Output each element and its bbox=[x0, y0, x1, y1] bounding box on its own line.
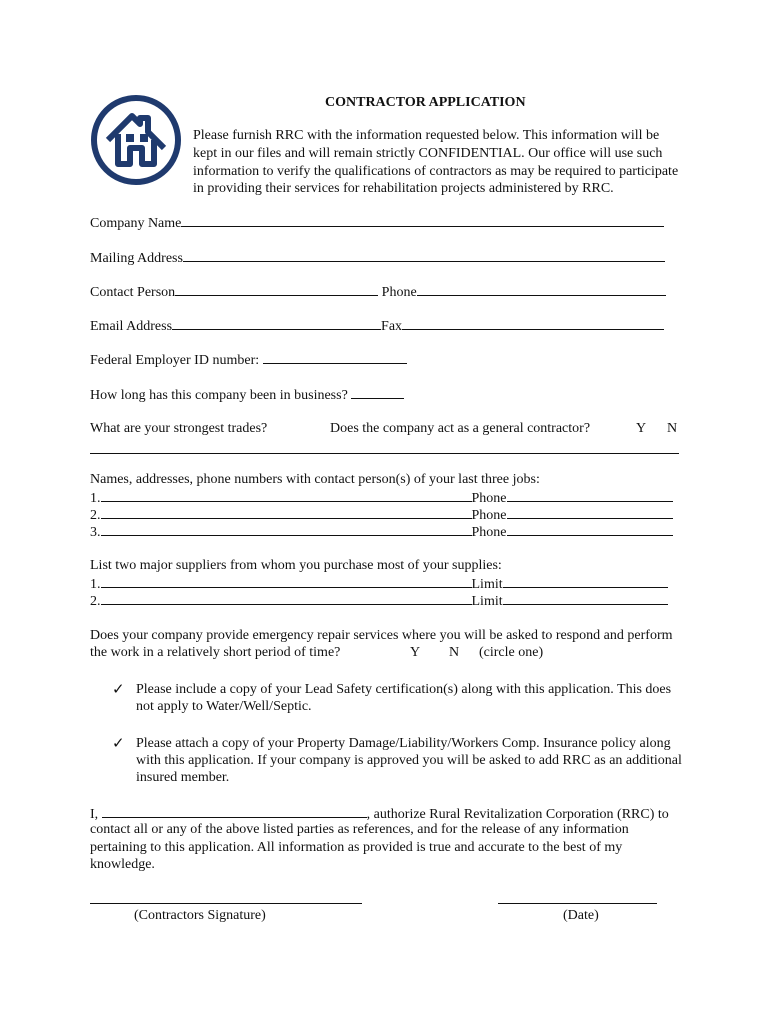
contact-person-field[interactable] bbox=[175, 282, 378, 296]
federal-id-field[interactable] bbox=[263, 350, 407, 364]
federal-id-label: Federal Employer ID number: bbox=[90, 353, 260, 368]
supplier-limit-label: Limit bbox=[471, 594, 503, 609]
intro-line-1: Please furnish RRC with the information requested below. This information will be bbox=[193, 128, 660, 143]
jobs-heading: Names, addresses, phone numbers with contact person(s) of your last three jobs: bbox=[90, 472, 540, 487]
supplier-field[interactable] bbox=[101, 574, 472, 588]
supplier-limit-label: Limit bbox=[471, 577, 503, 592]
date-label: (Date) bbox=[563, 908, 599, 923]
job-field[interactable] bbox=[101, 505, 472, 519]
checklist-2-line-1: Please attach a copy of your Property Damage/Liability/Workers Comp. Insurance policy along bbox=[136, 736, 671, 751]
rrc-house-logo bbox=[90, 94, 182, 186]
supplier-limit-field[interactable] bbox=[503, 591, 668, 605]
general-contractor-yes[interactable]: Y bbox=[636, 421, 647, 436]
signature-field[interactable] bbox=[90, 903, 362, 904]
years-in-business-field[interactable] bbox=[351, 385, 404, 399]
authorization-line-3: pertaining to this application. All information as provided is true and accurate to the best of my bbox=[90, 840, 623, 855]
mailing-address-field[interactable] bbox=[183, 248, 665, 262]
job-number: 3. bbox=[90, 525, 101, 540]
fax-label: Fax bbox=[381, 319, 403, 334]
authorization-line-4: knowledge. bbox=[90, 857, 155, 872]
suppliers-heading: List two major suppliers from whom you purchase most of your supplies: bbox=[90, 558, 502, 573]
company-name-row bbox=[90, 213, 664, 232]
supplier-field[interactable] bbox=[101, 591, 472, 605]
checklist-2-line-3: insured member. bbox=[136, 770, 230, 785]
job-row-3 bbox=[90, 522, 673, 541]
intro-line-4: in providing their services for rehabilitation projects administered by RRC. bbox=[193, 181, 614, 196]
years-in-business-label: How long has this company been in business? bbox=[90, 388, 348, 403]
job-number: 2. bbox=[90, 508, 101, 523]
company-name-field[interactable] bbox=[181, 213, 664, 227]
mailing-address-label: Mailing Address bbox=[90, 251, 183, 266]
job-field[interactable] bbox=[101, 488, 472, 502]
strongest-trades-label: What are your strongest trades? bbox=[90, 421, 268, 436]
job-field[interactable] bbox=[101, 522, 472, 536]
supplier-row-2 bbox=[90, 591, 668, 610]
supplier-limit-field[interactable] bbox=[503, 574, 668, 588]
contact-person-label: Contact Person bbox=[90, 285, 176, 300]
form-title: CONTRACTOR APPLICATION bbox=[325, 95, 526, 110]
authorizer-name-field[interactable] bbox=[102, 804, 367, 818]
supplier-number: 1. bbox=[90, 577, 101, 592]
company-name-label: Company Name bbox=[90, 216, 182, 231]
phone-field[interactable] bbox=[417, 282, 666, 296]
intro-line-3: information to verify the qualifications of contractors as may be required to participate bbox=[193, 164, 679, 179]
federal-id-row bbox=[90, 350, 407, 369]
years-in-business-row bbox=[90, 385, 404, 404]
date-field[interactable] bbox=[498, 903, 657, 904]
intro-line-2: kept in our files and will remain strictly CONFIDENTIAL. Our office will use such bbox=[193, 146, 663, 161]
strongest-trades-field[interactable] bbox=[90, 440, 679, 459]
job-phone-field[interactable] bbox=[507, 522, 673, 536]
fax-field[interactable] bbox=[402, 316, 664, 330]
emergency-note: (circle one) bbox=[479, 645, 544, 660]
checkmark-icon: ✓ bbox=[112, 734, 125, 752]
email-address-field[interactable] bbox=[172, 316, 381, 330]
authorization-prefix: I, bbox=[90, 807, 99, 822]
checklist-2-line-2: with this application. If your company is approved you will be asked to add RRC as an additional bbox=[136, 753, 682, 768]
mailing-address-row bbox=[90, 248, 665, 267]
authorization-line-2: contact all or any of the above listed parties as references, and for the release of any information bbox=[90, 822, 629, 837]
general-contractor-no[interactable]: N bbox=[667, 421, 678, 436]
job-phone-label: Phone bbox=[471, 491, 507, 506]
job-number: 1. bbox=[90, 491, 101, 506]
emergency-line-2: the work in a relatively short period of time? bbox=[90, 645, 341, 660]
email-address-label: Email Address bbox=[90, 319, 173, 334]
job-phone-label: Phone bbox=[471, 508, 507, 523]
general-contractor-label: Does the company act as a general contractor? bbox=[330, 421, 591, 436]
checklist-1-line-1: Please include a copy of your Lead Safety certification(s) along with this application. This does bbox=[136, 682, 672, 697]
emergency-no[interactable]: N bbox=[449, 645, 460, 660]
checkmark-icon: ✓ bbox=[112, 680, 125, 698]
emergency-yes[interactable]: Y bbox=[410, 645, 421, 660]
emergency-line-1: Does your company provide emergency repair services where you will be asked to respond and perform bbox=[90, 628, 673, 643]
contact-person-row bbox=[90, 282, 666, 301]
job-phone-field[interactable] bbox=[507, 488, 673, 502]
email-row bbox=[90, 316, 664, 335]
supplier-number: 2. bbox=[90, 594, 101, 609]
signature-label: (Contractors Signature) bbox=[134, 908, 266, 923]
checklist-1-line-2: not apply to Water/Well/Septic. bbox=[136, 699, 312, 714]
phone-label: Phone bbox=[381, 285, 417, 300]
authorization-suffix: , authorize Rural Revitalization Corporation (RRC) to bbox=[366, 807, 669, 822]
job-phone-field[interactable] bbox=[507, 505, 673, 519]
job-phone-label: Phone bbox=[471, 525, 507, 540]
